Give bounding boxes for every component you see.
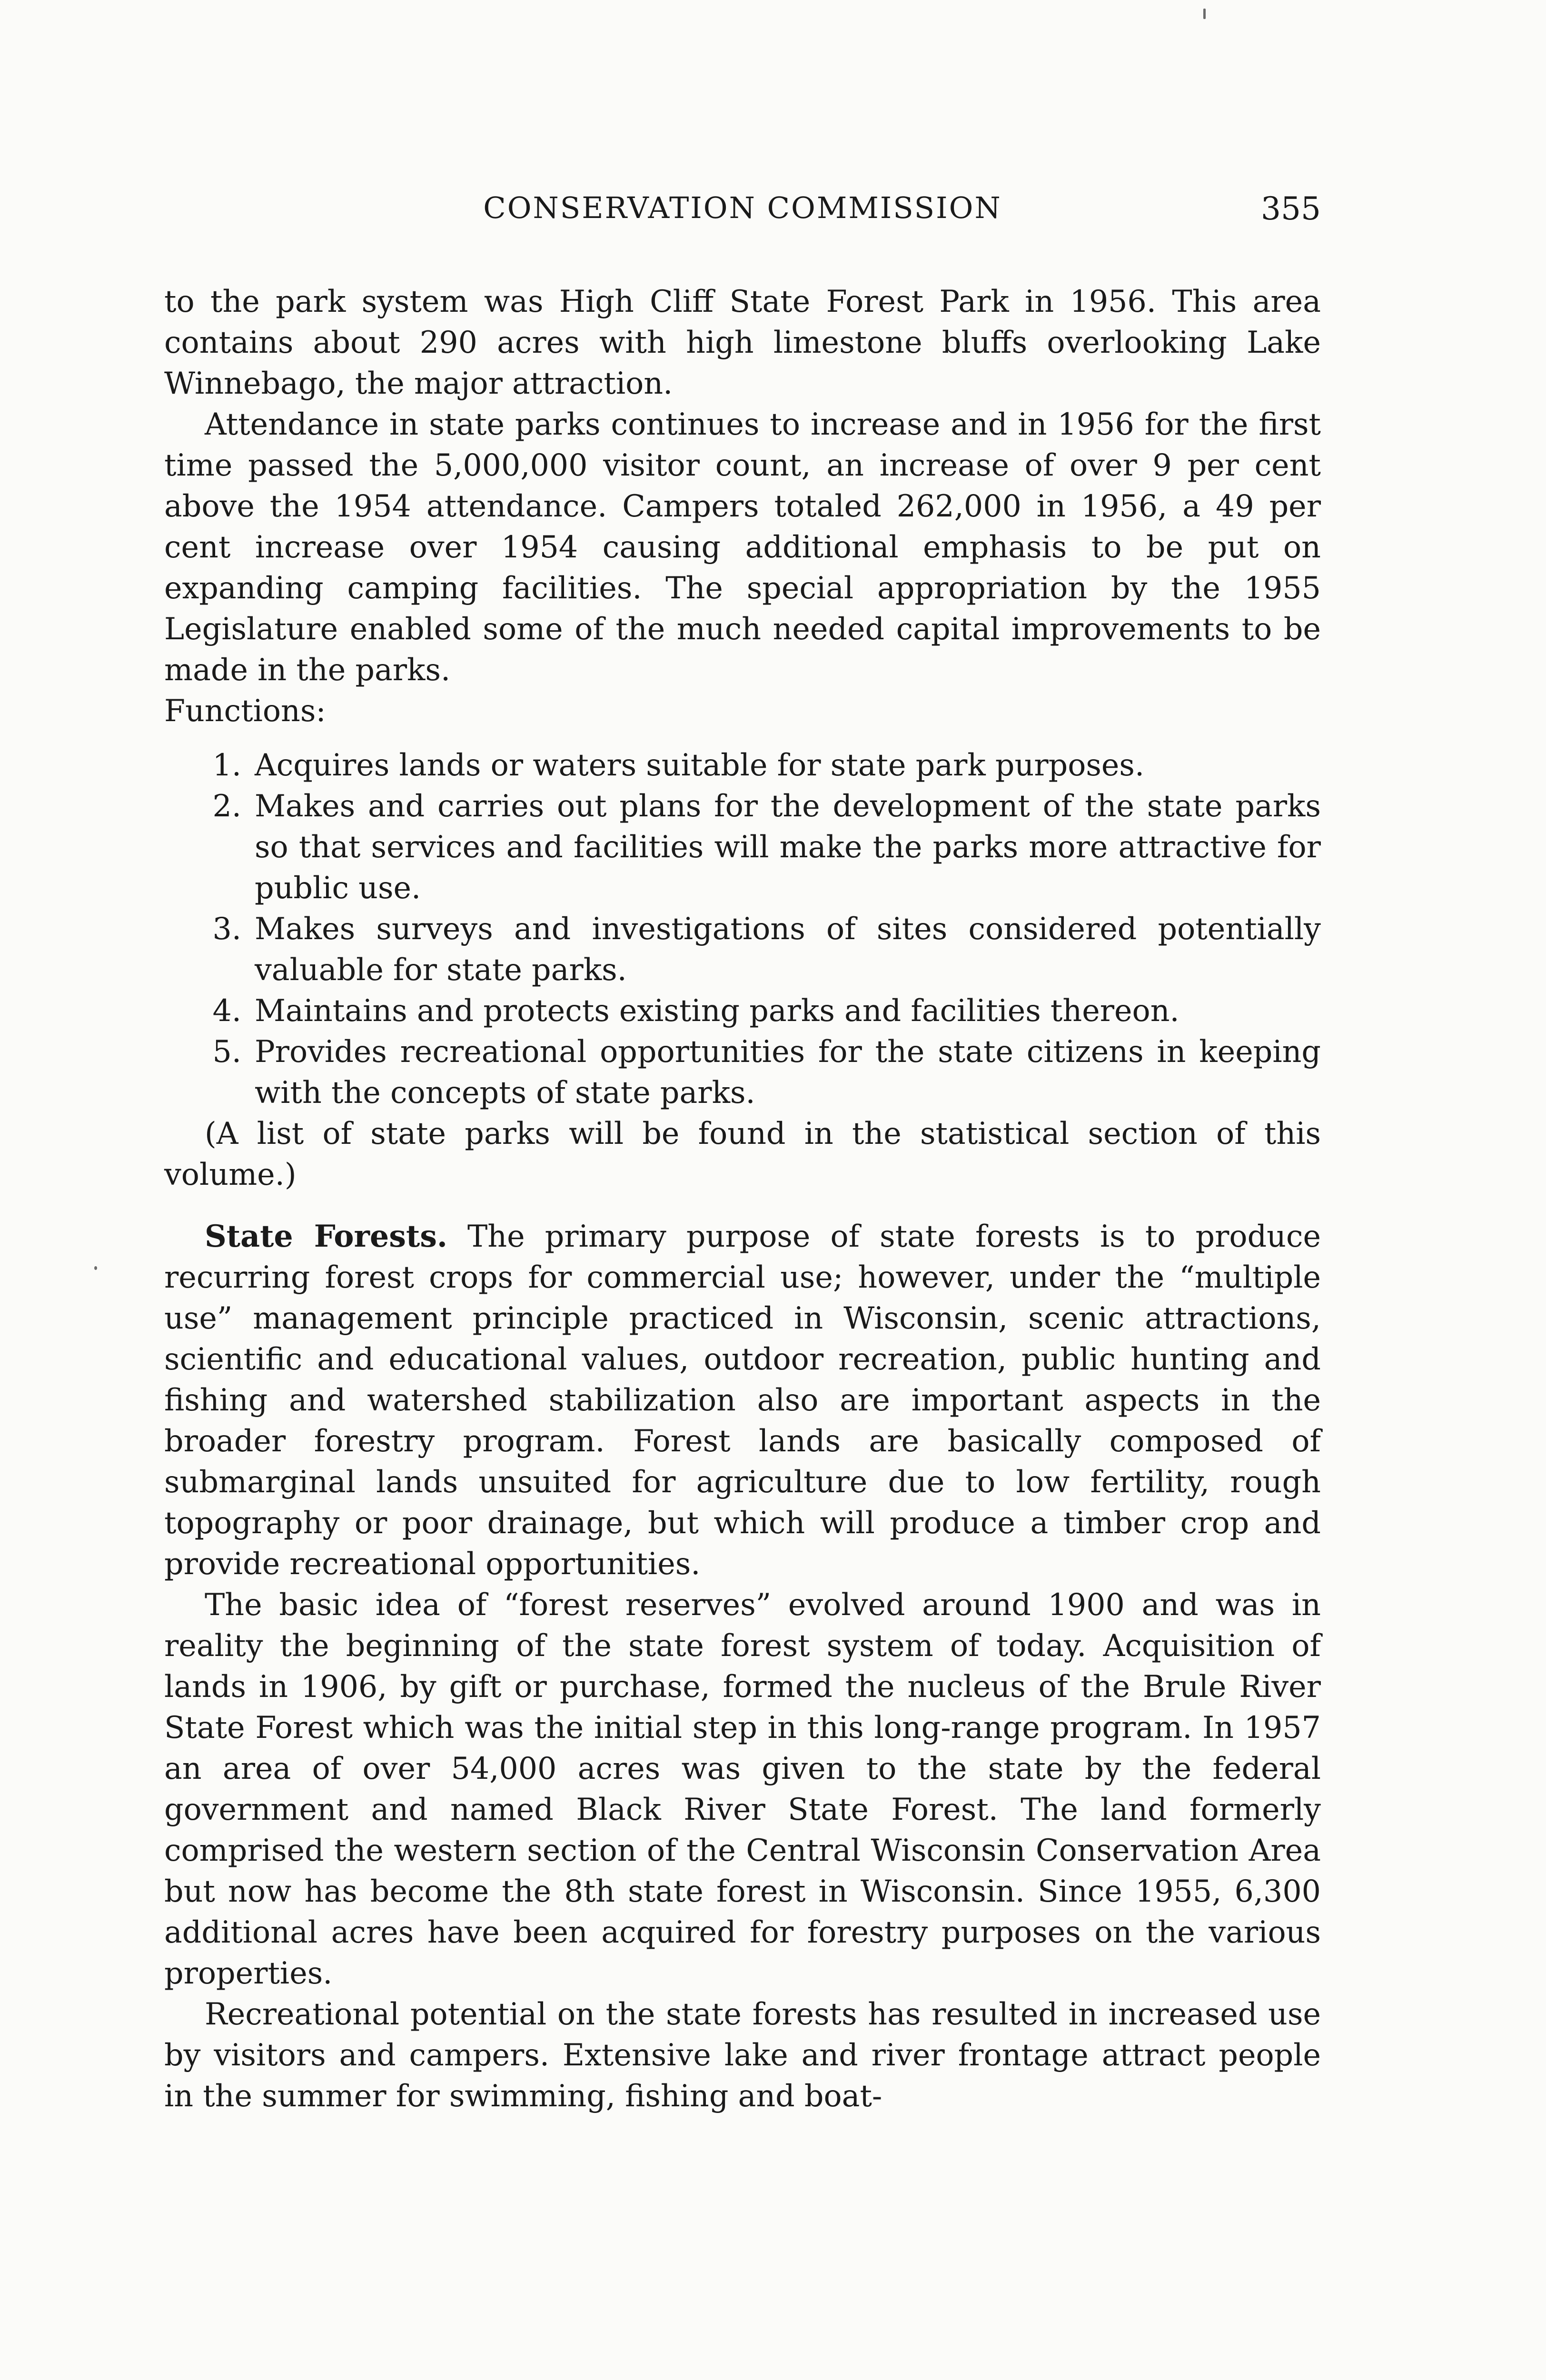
running-head: CONSERVATION COMMISSION: [483, 190, 1002, 225]
list-item: [164, 785, 1321, 908]
list-item: [164, 1031, 1321, 1113]
paragraph-state-forests: [164, 1216, 1321, 1584]
state-forests-text: The primary purpose of state forests is to produce recurring forest crops for commercial use; however, under the “multiple use” management principle practiced in Wisconsin, scenic attractions, scientific and educational values, outdoor recreation, public hunting and fishing and watershed stabilization also are important aspects in the broader forestry program. Forest lands are basically composed of submarginal lands unsuited for agriculture due to low fertility, rough topography or poor drainage, but which will produce a timber crop and provide recreational opportunities.: [164, 1219, 1321, 1581]
scan-speck: [94, 1266, 97, 1270]
page-header: [164, 190, 1321, 243]
paragraph-forest-reserves: The basic idea of “forest reserves” evolved around 1900 and was in reality the beginning of the state forest system of today. Acquisition of lands in 1906, by gift or purchase, formed the nucleus of the Brule River State Forest which was the initial step in this long-range program. In 1957 an area of over 54,000 acres was given to the state by the federal government and named Black River State Forest. The land formerly comprised the western section of the Central Wisconsin Conservation Area but now has become the 8th state forest in Wisconsin. Since 1955, 6,300 additional acres have been acquired for forestry purposes on the various properties.: [164, 1587, 1321, 1991]
list-item: [164, 908, 1321, 990]
list-item: [164, 744, 1321, 785]
list-item-text: Makes surveys and investigations of sites considered potentially valuable for state parks.: [255, 911, 1321, 987]
body-text: [164, 281, 1321, 2116]
list-item-number: 1.: [212, 747, 241, 783]
paragraph-recreational-potential: Recreational potential on the state forests has resulted in increased use by visitors and campers. Extensive lake and river frontage attract people in the summer for swimming, fishing and boat-: [164, 1996, 1321, 2113]
list-item-number: 5.: [212, 1034, 241, 1069]
page-number: 355: [1261, 190, 1321, 227]
paragraph-park-system: to the park system was High Cliff State Forest Park in 1956. This area contains about 290 acres with high limestone bluffs overlooking Lake Winnebago, the major attraction.: [164, 284, 1321, 401]
list-item-number: 4.: [212, 993, 241, 1028]
statistical-note: (A list of state parks will be found in the statistical section of this volume.): [164, 1116, 1321, 1192]
list-item-text: Makes and carries out plans for the development of the state parks so that services and facilities will make the parks more attractive for public use.: [255, 788, 1321, 905]
scan-speck: [1203, 9, 1206, 19]
functions-list: [164, 744, 1321, 1113]
functions-heading: Functions:: [164, 693, 326, 728]
list-item-number: 3.: [212, 911, 241, 946]
list-item-number: 2.: [212, 788, 241, 823]
list-item-text: Maintains and protects existing parks and facilities thereon.: [255, 993, 1179, 1028]
section-lead-state-forests: State Forests.: [205, 1218, 447, 1254]
list-item-text: Provides recreational opportunities for the state citizens in keeping with the concepts of state parks.: [255, 1034, 1321, 1110]
list-item: [164, 990, 1321, 1031]
section-gap: [164, 1195, 1321, 1216]
list-item-text: Acquires lands or waters suitable for state park purposes.: [255, 747, 1145, 783]
paragraph-attendance: Attendance in state parks continues to increase and in 1956 for the first time passed the 5,000,000 visitor count, an increase of over 9 per cent above the 1954 attendance. Campers totaled 262,000 in 1956, a 49 per cent increase over 1954 causing additional emphasis to be put on expanding camping facilities. The special appropriation by the 1955 Legislature enabled some of the much needed capital improvements to be made in the parks.: [164, 407, 1321, 687]
